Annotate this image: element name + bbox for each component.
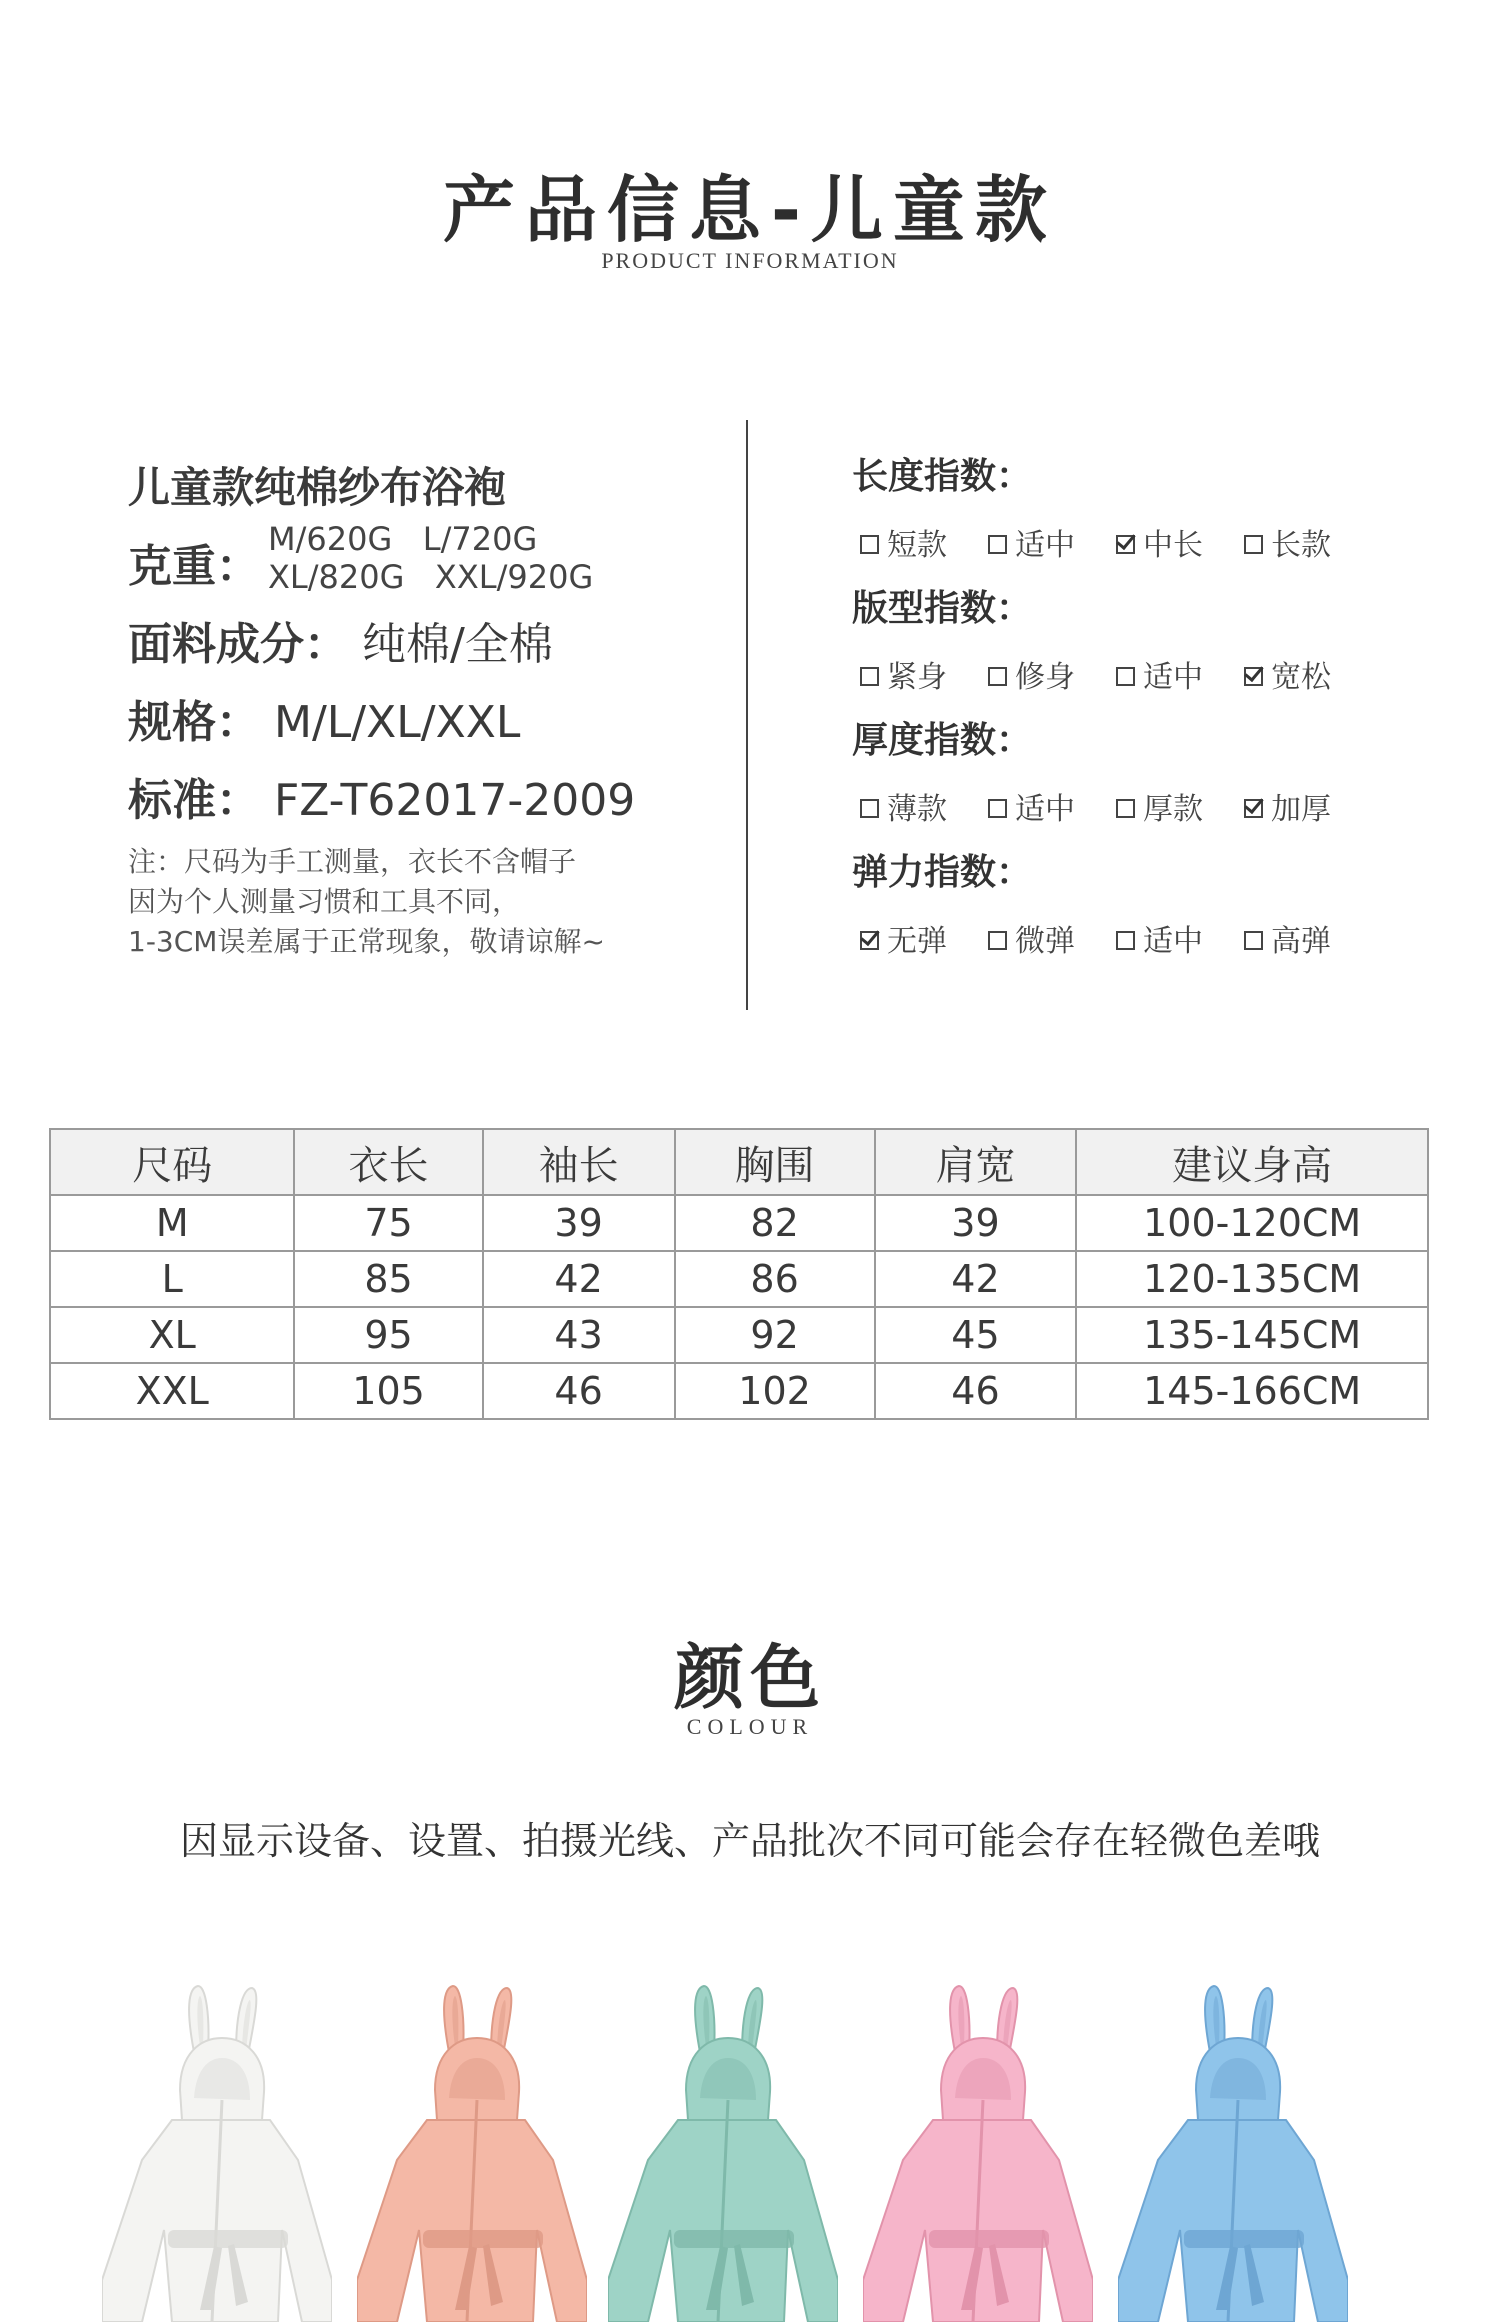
weight-label: 克重： (128, 541, 260, 592)
index-option (1244, 784, 1331, 828)
table-row (50, 1363, 1428, 1419)
table-cell: 46 (483, 1363, 675, 1419)
table-cell: 145-166CM (1076, 1363, 1428, 1419)
table-cell: 92 (675, 1307, 875, 1363)
table-cell: 43 (483, 1307, 675, 1363)
checked-box-icon (1244, 799, 1263, 818)
index-option-label: 短款 (887, 528, 947, 563)
index-title: 弹力指数： (852, 852, 1033, 893)
index-option-label: 适中 (1015, 528, 1075, 563)
checkbox-icon (988, 535, 1007, 554)
table-header-cell: 袖长 (483, 1129, 675, 1195)
checkbox-icon (1116, 667, 1135, 686)
vertical-divider (746, 420, 748, 1010)
table-header-cell: 肩宽 (875, 1129, 1077, 1195)
table-cell: 102 (675, 1363, 875, 1419)
note-line-2: 因为个人测量习惯和工具不同， (128, 885, 521, 918)
index-option (988, 520, 1075, 564)
index-option (988, 652, 1075, 696)
index-option-label: 无弹 (887, 924, 947, 959)
table-cell: 105 (294, 1363, 482, 1419)
weight-values (268, 520, 593, 596)
table-row (50, 1251, 1428, 1307)
index-option-label: 修身 (1015, 660, 1075, 695)
standard-row (128, 764, 635, 828)
product-name: 儿童款纯棉纱布浴袍 (128, 463, 507, 512)
table-cell: 86 (675, 1251, 875, 1307)
index-title: 长度指数： (852, 456, 1033, 497)
index-option (1116, 520, 1203, 564)
table-cell: 42 (875, 1251, 1077, 1307)
table-cell: 95 (294, 1307, 482, 1363)
white-robe (102, 1980, 332, 2322)
index-option-label: 适中 (1143, 660, 1203, 695)
table-header-cell: 尺码 (50, 1129, 294, 1195)
checked-box-icon (860, 931, 879, 950)
table-cell: L (50, 1251, 294, 1307)
checkbox-icon (1116, 931, 1135, 950)
checkbox-icon (860, 667, 879, 686)
mint-robe (608, 1980, 838, 2322)
table-header-row (50, 1129, 1428, 1195)
note-line-1: 注：尺码为手工测量，衣长不含帽子 (128, 845, 577, 878)
index-option (1244, 520, 1331, 564)
table-cell: 82 (675, 1195, 875, 1251)
checkbox-icon (860, 799, 879, 818)
table-cell: 45 (875, 1307, 1077, 1363)
size-row (128, 686, 520, 750)
table-header-cell: 胸围 (675, 1129, 875, 1195)
size-label: 规格： (128, 697, 260, 748)
table-cell: 39 (483, 1195, 675, 1251)
table-cell: 42 (483, 1251, 675, 1307)
table-header-cell: 建议身高 (1076, 1129, 1428, 1195)
checked-box-icon (1116, 535, 1135, 554)
index-option-label: 适中 (1015, 792, 1075, 827)
index-option (1244, 652, 1331, 696)
size-value: M/L/XL/XXL (274, 697, 521, 748)
table-row (50, 1195, 1428, 1251)
checkbox-icon (1244, 535, 1263, 554)
table-cell: XL (50, 1307, 294, 1363)
standard-value: FZ-T62017-2009 (274, 775, 636, 826)
checked-box-icon (1244, 667, 1263, 686)
index-option (1116, 784, 1203, 828)
table-cell: 120-135CM (1076, 1251, 1428, 1307)
index-option (1244, 916, 1331, 960)
index-option-label: 紧身 (887, 660, 947, 695)
measurement-note (128, 842, 605, 962)
index-option-label: 中长 (1143, 528, 1203, 563)
weight-line-2: XL/820G XXL/920G (268, 558, 594, 596)
page-title: 产品信息-儿童款 (443, 168, 1057, 252)
index-option-label: 薄款 (887, 792, 947, 827)
index-option (988, 784, 1075, 828)
checkbox-icon (988, 799, 1007, 818)
checkbox-icon (988, 931, 1007, 950)
index-option (1116, 916, 1203, 960)
checkbox-icon (860, 535, 879, 554)
index-option-label: 厚款 (1143, 792, 1203, 827)
index-option (860, 520, 947, 564)
fabric-value: 纯棉/全棉 (362, 619, 553, 670)
note-line-3: 1-3CM误差属于正常现象，敬请谅解~ (128, 925, 605, 958)
index-option (1116, 652, 1203, 696)
index-title: 版型指数： (852, 588, 1033, 629)
index-option (860, 652, 947, 696)
checkbox-icon (988, 667, 1007, 686)
blue-robe (1118, 1980, 1348, 2322)
fabric-row (128, 608, 553, 672)
colour-note: 因显示设备、设置、拍摄光线、产品批次不同可能会存在轻微色差哦 (179, 1819, 1320, 1863)
weight-line-1: M/620G L/720G (268, 520, 538, 558)
table-cell: 75 (294, 1195, 482, 1251)
checkbox-icon (1116, 799, 1135, 818)
index-title: 厚度指数： (852, 720, 1033, 761)
table-cell: 85 (294, 1251, 482, 1307)
index-option-label: 高弹 (1271, 924, 1331, 959)
table-cell: M (50, 1195, 294, 1251)
peach-robe (357, 1980, 587, 2322)
standard-label: 标准： (128, 775, 260, 826)
table-cell: 39 (875, 1195, 1077, 1251)
index-option-label: 加厚 (1271, 792, 1331, 827)
pink-robe (863, 1980, 1093, 2322)
table-cell: XXL (50, 1363, 294, 1419)
fabric-label: 面料成分： (128, 619, 348, 670)
index-option (860, 916, 947, 960)
index-option (860, 784, 947, 828)
size-table (49, 1128, 1429, 1420)
checkbox-icon (1244, 931, 1263, 950)
table-cell: 135-145CM (1076, 1307, 1428, 1363)
index-option-label: 宽松 (1271, 660, 1331, 695)
table-cell: 100-120CM (1076, 1195, 1428, 1251)
table-row (50, 1307, 1428, 1363)
table-cell: 46 (875, 1363, 1077, 1419)
table-header-cell: 衣长 (294, 1129, 482, 1195)
page-subtitle: PRODUCT INFORMATION (601, 248, 899, 273)
index-option-label: 适中 (1143, 924, 1203, 959)
index-option-label: 微弹 (1015, 924, 1075, 959)
colour-swatches (0, 1980, 1500, 2322)
index-option-label: 长款 (1271, 528, 1331, 563)
colour-title: 颜色 (674, 1637, 826, 1719)
colour-subtitle: COLOUR (686, 1714, 814, 1739)
index-option (988, 916, 1075, 960)
